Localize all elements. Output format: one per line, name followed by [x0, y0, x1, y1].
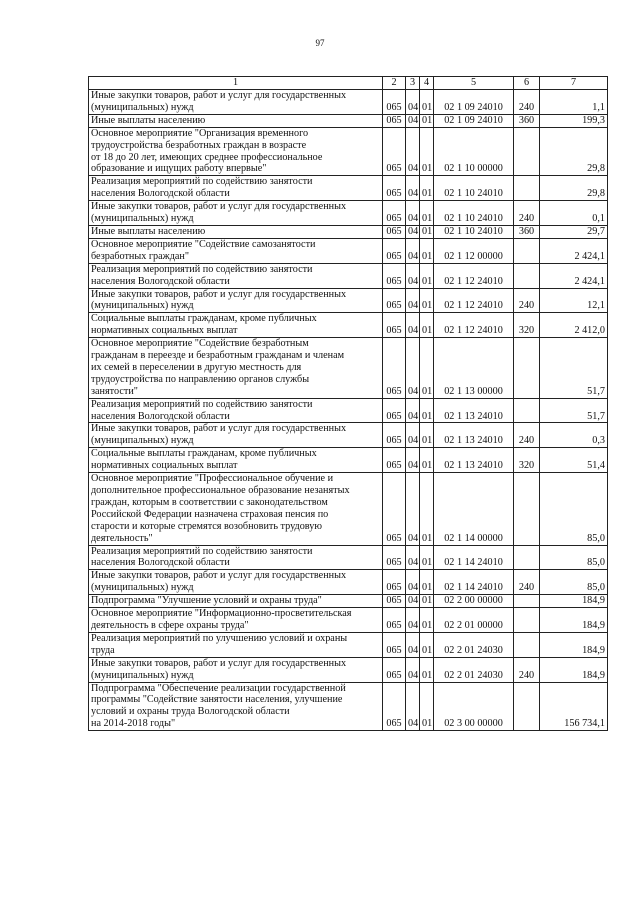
row-section-cell: 04 [406, 632, 420, 657]
row-section-cell: 04 [406, 608, 420, 633]
row-amount-cell: 199,3 [540, 114, 608, 127]
row-target-article-cell: 02 1 14 00000 [434, 473, 514, 545]
row-subsection-cell: 01 [420, 595, 434, 608]
row-target-article-cell: 02 1 12 00000 [434, 238, 514, 263]
row-section-cell: 04 [406, 263, 420, 288]
row-grbs-cell: 065 [383, 114, 406, 127]
row-grbs-cell: 065 [383, 657, 406, 682]
row-subsection-cell: 01 [420, 263, 434, 288]
row-target-article-cell: 02 1 12 24010 [434, 288, 514, 313]
row-amount-cell: 184,9 [540, 608, 608, 633]
row-amount-cell: 0,1 [540, 201, 608, 226]
row-amount-cell: 2 424,1 [540, 238, 608, 263]
row-target-article-cell: 02 1 13 00000 [434, 338, 514, 399]
row-name-cell: Социальные выплаты гражданам, кроме публичных нормативных социальных выплат [89, 448, 383, 473]
row-target-article-cell: 02 2 01 24030 [434, 657, 514, 682]
row-amount-cell: 184,9 [540, 595, 608, 608]
row-name-cell: Основное мероприятие "Содействие безработным гражданам в переезде и безработным гражданам и членам их семей в переселении в другую местность для трудоустройства по направлению органов службы занятости" [89, 338, 383, 399]
row-expense-type-cell: 240 [514, 201, 540, 226]
header-col-3: 3 [406, 77, 420, 90]
row-amount-cell: 51,7 [540, 398, 608, 423]
row-subsection-cell: 01 [420, 338, 434, 399]
table-row [89, 473, 608, 545]
row-amount-cell: 85,0 [540, 473, 608, 545]
row-amount-cell: 156 734,1 [540, 682, 608, 731]
row-grbs-cell: 065 [383, 127, 406, 176]
row-grbs-cell: 065 [383, 313, 406, 338]
row-target-article-cell: 02 1 09 24010 [434, 114, 514, 127]
row-section-cell: 04 [406, 90, 420, 115]
row-target-article-cell: 02 1 12 24010 [434, 313, 514, 338]
table-row [89, 398, 608, 423]
row-subsection-cell: 01 [420, 398, 434, 423]
row-section-cell: 04 [406, 682, 420, 731]
row-section-cell: 04 [406, 657, 420, 682]
row-section-cell: 04 [406, 114, 420, 127]
row-section-cell: 04 [406, 338, 420, 399]
row-subsection-cell: 01 [420, 545, 434, 570]
table-row [89, 608, 608, 633]
row-amount-cell: 51,7 [540, 338, 608, 399]
row-grbs-cell: 065 [383, 682, 406, 731]
row-subsection-cell: 01 [420, 657, 434, 682]
row-section-cell: 04 [406, 201, 420, 226]
row-grbs-cell: 065 [383, 570, 406, 595]
row-section-cell: 04 [406, 545, 420, 570]
row-expense-type-cell: 240 [514, 288, 540, 313]
row-target-article-cell: 02 1 10 00000 [434, 127, 514, 176]
row-subsection-cell: 01 [420, 90, 434, 115]
row-expense-type-cell: 360 [514, 225, 540, 238]
row-target-article-cell: 02 1 14 24010 [434, 545, 514, 570]
row-grbs-cell: 065 [383, 225, 406, 238]
row-section-cell: 04 [406, 473, 420, 545]
row-target-article-cell: 02 1 10 24010 [434, 176, 514, 201]
table-row [89, 225, 608, 238]
row-target-article-cell: 02 1 13 24010 [434, 398, 514, 423]
row-expense-type-cell [514, 238, 540, 263]
row-subsection-cell: 01 [420, 238, 434, 263]
header-col-7: 7 [540, 77, 608, 90]
row-subsection-cell: 01 [420, 570, 434, 595]
row-subsection-cell: 01 [420, 225, 434, 238]
row-subsection-cell: 01 [420, 423, 434, 448]
table-row [89, 423, 608, 448]
row-grbs-cell: 065 [383, 545, 406, 570]
row-amount-cell: 29,7 [540, 225, 608, 238]
row-expense-type-cell: 240 [514, 570, 540, 595]
row-section-cell: 04 [406, 313, 420, 338]
row-expense-type-cell [514, 595, 540, 608]
table-row [89, 545, 608, 570]
row-name-cell: Основное мероприятие "Содействие самозанятости безработных граждан" [89, 238, 383, 263]
row-name-cell: Реализация мероприятий по содействию занятости населения Вологодской области [89, 263, 383, 288]
table-row [89, 338, 608, 399]
budget-table [88, 76, 608, 731]
row-name-cell: Иные закупки товаров, работ и услуг для государственных (муниципальных) нужд [89, 288, 383, 313]
row-subsection-cell: 01 [420, 313, 434, 338]
table-row [89, 313, 608, 338]
table-row [89, 595, 608, 608]
header-col-2: 2 [383, 77, 406, 90]
row-subsection-cell: 01 [420, 201, 434, 226]
row-grbs-cell: 065 [383, 176, 406, 201]
row-name-cell: Иные закупки товаров, работ и услуг для государственных (муниципальных) нужд [89, 90, 383, 115]
row-expense-type-cell: 240 [514, 657, 540, 682]
row-name-cell: Реализация мероприятий по содействию занятости населения Вологодской области [89, 176, 383, 201]
row-target-article-cell: 02 1 09 24010 [434, 90, 514, 115]
header-col-1: 1 [89, 77, 383, 90]
row-amount-cell: 1,1 [540, 90, 608, 115]
row-expense-type-cell: 360 [514, 114, 540, 127]
row-section-cell: 04 [406, 448, 420, 473]
row-expense-type-cell [514, 608, 540, 633]
row-expense-type-cell [514, 176, 540, 201]
row-target-article-cell: 02 1 10 24010 [434, 225, 514, 238]
row-section-cell: 04 [406, 423, 420, 448]
row-name-cell: Иные закупки товаров, работ и услуг для государственных (муниципальных) нужд [89, 201, 383, 226]
row-amount-cell: 29,8 [540, 176, 608, 201]
row-target-article-cell: 02 2 01 00000 [434, 608, 514, 633]
row-section-cell: 04 [406, 127, 420, 176]
row-amount-cell: 51,4 [540, 448, 608, 473]
row-expense-type-cell: 320 [514, 448, 540, 473]
row-expense-type-cell [514, 398, 540, 423]
row-expense-type-cell: 320 [514, 313, 540, 338]
row-name-cell: Основное мероприятие "Организация временного трудоустройства безработных граждан в возрасте от 18 до 20 лет, имеющих среднее профессиональное образование и ищущих работу впервые" [89, 127, 383, 176]
row-name-cell: Реализация мероприятий по содействию занятости населения Вологодской области [89, 398, 383, 423]
table-row [89, 238, 608, 263]
row-target-article-cell: 02 1 12 24010 [434, 263, 514, 288]
row-target-article-cell: 02 2 01 24030 [434, 632, 514, 657]
header-col-5: 5 [434, 77, 514, 90]
row-target-article-cell: 02 1 13 24010 [434, 448, 514, 473]
row-grbs-cell: 065 [383, 632, 406, 657]
table-row [89, 632, 608, 657]
row-target-article-cell: 02 1 14 24010 [434, 570, 514, 595]
row-expense-type-cell [514, 127, 540, 176]
row-name-cell: Основное мероприятие "Профессиональное обучение и дополнительное профессиональное образование незанятых граждан, которым в соответствии с законодательством Российской Федерации назначена страховая пенсия по старости и которые стремятся возобновить трудовую деятельность" [89, 473, 383, 545]
row-grbs-cell: 065 [383, 288, 406, 313]
row-expense-type-cell [514, 473, 540, 545]
row-amount-cell: 2 412,0 [540, 313, 608, 338]
row-section-cell: 04 [406, 398, 420, 423]
row-target-article-cell: 02 1 13 24010 [434, 423, 514, 448]
row-amount-cell: 2 424,1 [540, 263, 608, 288]
row-grbs-cell: 065 [383, 398, 406, 423]
row-expense-type-cell: 240 [514, 90, 540, 115]
header-row [89, 77, 608, 90]
row-expense-type-cell [514, 632, 540, 657]
header-col-6: 6 [514, 77, 540, 90]
row-name-cell: Подпрограмма "Улучшение условий и охраны труда" [89, 595, 383, 608]
row-name-cell: Реализация мероприятий по улучшению условий и охраны труда [89, 632, 383, 657]
table-row [89, 127, 608, 176]
row-grbs-cell: 065 [383, 448, 406, 473]
row-name-cell: Основное мероприятие "Информационно-просветительская деятельность в сфере охраны труда" [89, 608, 383, 633]
row-section-cell: 04 [406, 288, 420, 313]
row-expense-type-cell [514, 545, 540, 570]
row-name-cell: Реализация мероприятий по содействию занятости населения Вологодской области [89, 545, 383, 570]
table-row [89, 176, 608, 201]
table-row [89, 201, 608, 226]
row-grbs-cell: 065 [383, 238, 406, 263]
row-subsection-cell: 01 [420, 176, 434, 201]
row-subsection-cell: 01 [420, 448, 434, 473]
row-amount-cell: 0,3 [540, 423, 608, 448]
table-row [89, 263, 608, 288]
row-name-cell: Иные закупки товаров, работ и услуг для государственных (муниципальных) нужд [89, 423, 383, 448]
row-grbs-cell: 065 [383, 90, 406, 115]
table-row [89, 288, 608, 313]
row-target-article-cell: 02 2 00 00000 [434, 595, 514, 608]
row-amount-cell: 184,9 [540, 632, 608, 657]
table-row [89, 114, 608, 127]
row-grbs-cell: 065 [383, 473, 406, 545]
row-target-article-cell: 02 3 00 00000 [434, 682, 514, 731]
row-expense-type-cell [514, 263, 540, 288]
row-expense-type-cell [514, 682, 540, 731]
header-col-4: 4 [420, 77, 434, 90]
row-grbs-cell: 065 [383, 595, 406, 608]
row-subsection-cell: 01 [420, 288, 434, 313]
row-amount-cell: 12,1 [540, 288, 608, 313]
row-target-article-cell: 02 1 10 24010 [434, 201, 514, 226]
row-amount-cell: 85,0 [540, 570, 608, 595]
row-amount-cell: 184,9 [540, 657, 608, 682]
row-name-cell: Иные выплаты населению [89, 114, 383, 127]
row-grbs-cell: 065 [383, 263, 406, 288]
table-row [89, 657, 608, 682]
row-section-cell: 04 [406, 595, 420, 608]
row-subsection-cell: 01 [420, 632, 434, 657]
row-amount-cell: 85,0 [540, 545, 608, 570]
row-name-cell: Подпрограмма "Обеспечение реализации государственной программы "Содействие занятости населения, улучшение условий и охраны труда Вологодской области на 2014-2018 годы" [89, 682, 383, 731]
table-row [89, 682, 608, 731]
row-expense-type-cell [514, 338, 540, 399]
row-section-cell: 04 [406, 176, 420, 201]
row-name-cell: Иные закупки товаров, работ и услуг для государственных (муниципальных) нужд [89, 570, 383, 595]
row-section-cell: 04 [406, 570, 420, 595]
row-name-cell: Иные выплаты населению [89, 225, 383, 238]
row-grbs-cell: 065 [383, 423, 406, 448]
row-subsection-cell: 01 [420, 114, 434, 127]
row-section-cell: 04 [406, 225, 420, 238]
table-row [89, 90, 608, 115]
table-row [89, 570, 608, 595]
row-name-cell: Социальные выплаты гражданам, кроме публичных нормативных социальных выплат [89, 313, 383, 338]
row-subsection-cell: 01 [420, 127, 434, 176]
row-grbs-cell: 065 [383, 608, 406, 633]
table-row [89, 448, 608, 473]
row-grbs-cell: 065 [383, 201, 406, 226]
row-section-cell: 04 [406, 238, 420, 263]
row-grbs-cell: 065 [383, 338, 406, 399]
row-subsection-cell: 01 [420, 608, 434, 633]
row-amount-cell: 29,8 [540, 127, 608, 176]
row-name-cell: Иные закупки товаров, работ и услуг для государственных (муниципальных) нужд [89, 657, 383, 682]
page-number: 97 [315, 38, 325, 48]
row-subsection-cell: 01 [420, 473, 434, 545]
row-subsection-cell: 01 [420, 682, 434, 731]
row-expense-type-cell: 240 [514, 423, 540, 448]
